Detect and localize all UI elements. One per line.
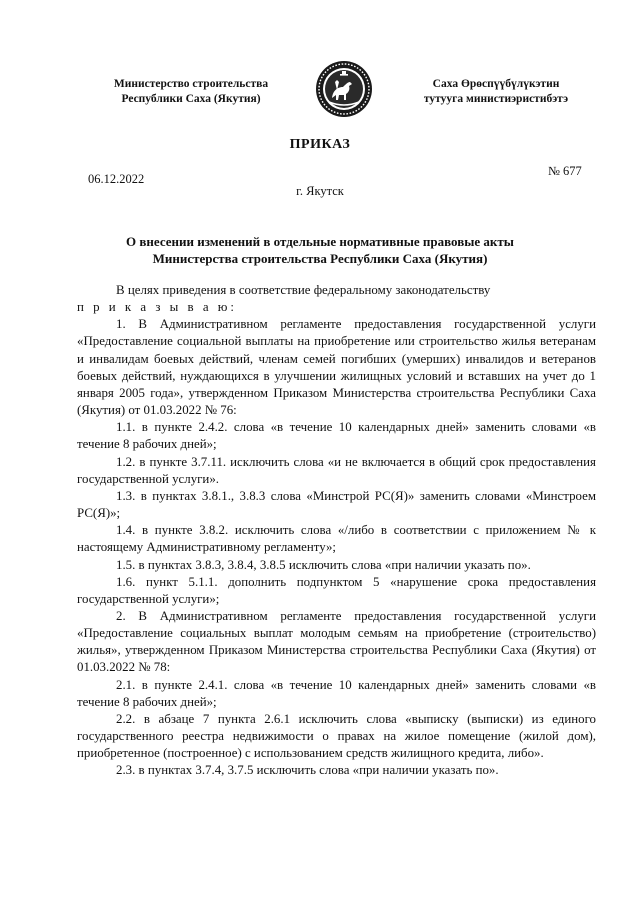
ministry-name-ru-line1: Министерство строительства — [113, 78, 269, 90]
ministry-name-sah-line1: Саха Өрөспүүбүлүкэтин — [432, 78, 560, 90]
paragraph-1-5: 1.5. в пунктах 3.8.3, 3.8.4, 3.8.5 исключить слова «при наличии указать по». — [116, 557, 531, 572]
paragraph-1: 1. В Административном регламенте предоставления государственной услуги «Предоставление социальной выплаты на приобретение или строительство жилья ветеранам и инвалидам боевых действий, членам семей погибших (умерших) инвалидов и ветеранов боевых действий, нуждающихся в улучшении жилищных условий и вставших на учет до 1 января 2005 года», утвержденном Приказом Министерства строительства Республики Саха (Якутия) от 01.03.2022 № 76: — [77, 317, 596, 418]
document-title: ПРИКАЗ — [289, 137, 351, 152]
paragraph-2: 2. В Административном регламенте предоставления государственной услуги «Предоставление социальных выплат молодым семьям на приобретение (строительство) жилья», утвержденном Приказом Министерства строительства Республики Саха (Якутия) от 01.03.2022 № 78: — [77, 608, 596, 675]
document-city: г. Якутск — [296, 184, 344, 198]
document-number: № 677 — [548, 164, 582, 178]
document-subject — [80, 233, 560, 267]
paragraph-1-3: 1.3. в пунктах 3.8.1., 3.8.3 слова «Минстрой РС(Я)» заменить словами «Минстроем РС(Я)»; — [77, 488, 596, 521]
document-date: 06.12.2022 — [88, 172, 145, 186]
intro-paragraph: В целях приведения в соответствие федеральному законодательству — [116, 283, 491, 297]
ministry-name-russian — [96, 77, 286, 107]
paragraph-1-6: 1.6. пункт 5.1.1. дополнить подпунктом 5 «нарушение срока предоставления государственной услуги»; — [77, 574, 596, 606]
subject-line-1: О внесении изменений в отдельные нормативные правовые акты — [126, 234, 514, 249]
paragraph-2-1: 2.1. в пункте 2.4.1. слова «в течение 10 календарных дней» заменить словами «в течение 8 рабочих дней»; — [77, 677, 596, 709]
order-word: п р и к а з ы в а ю: — [77, 300, 238, 315]
ministry-name-yakut — [396, 77, 596, 107]
paragraph-2-3: 2.3. в пунктах 3.7.4, 3.7.5 исключить слова «при наличии указать по». — [116, 763, 499, 778]
document-body — [77, 282, 596, 780]
paragraph-1-1: 1.1. в пункте 2.4.2. слова «в течение 10 календарных дней» заменить словами «в течение 8 рабочих дней»; — [77, 420, 596, 452]
paragraph-1-4: 1.4. в пункте 3.8.2. исключить слова «/либо в соответствии с приложением № к настоящему Административному регламенту»; — [77, 523, 596, 555]
paragraph-1-2: 1.2. в пункте 3.7.11. исключить слова «и не включается в общий срок предоставления государственной услуги». — [77, 454, 596, 486]
subject-line-2: Министерства строительства Республики Саха (Якутия) — [152, 251, 488, 266]
coat-of-arms-icon — [315, 60, 373, 118]
paragraph-2-2: 2.2. в абзаце 7 пункта 2.6.1 исключить слова «выписку (выписки) из единого государственного реестра недвижимости о правах на жилое помещение (жилой дом), приобретенное (построенное) с использованием средств жилищного кредита, либо». — [77, 711, 596, 761]
ministry-name-sah-line2: тутууга министиэристибэтэ — [423, 93, 569, 105]
ministry-name-ru-line2: Республики Саха (Якутия) — [121, 93, 261, 105]
